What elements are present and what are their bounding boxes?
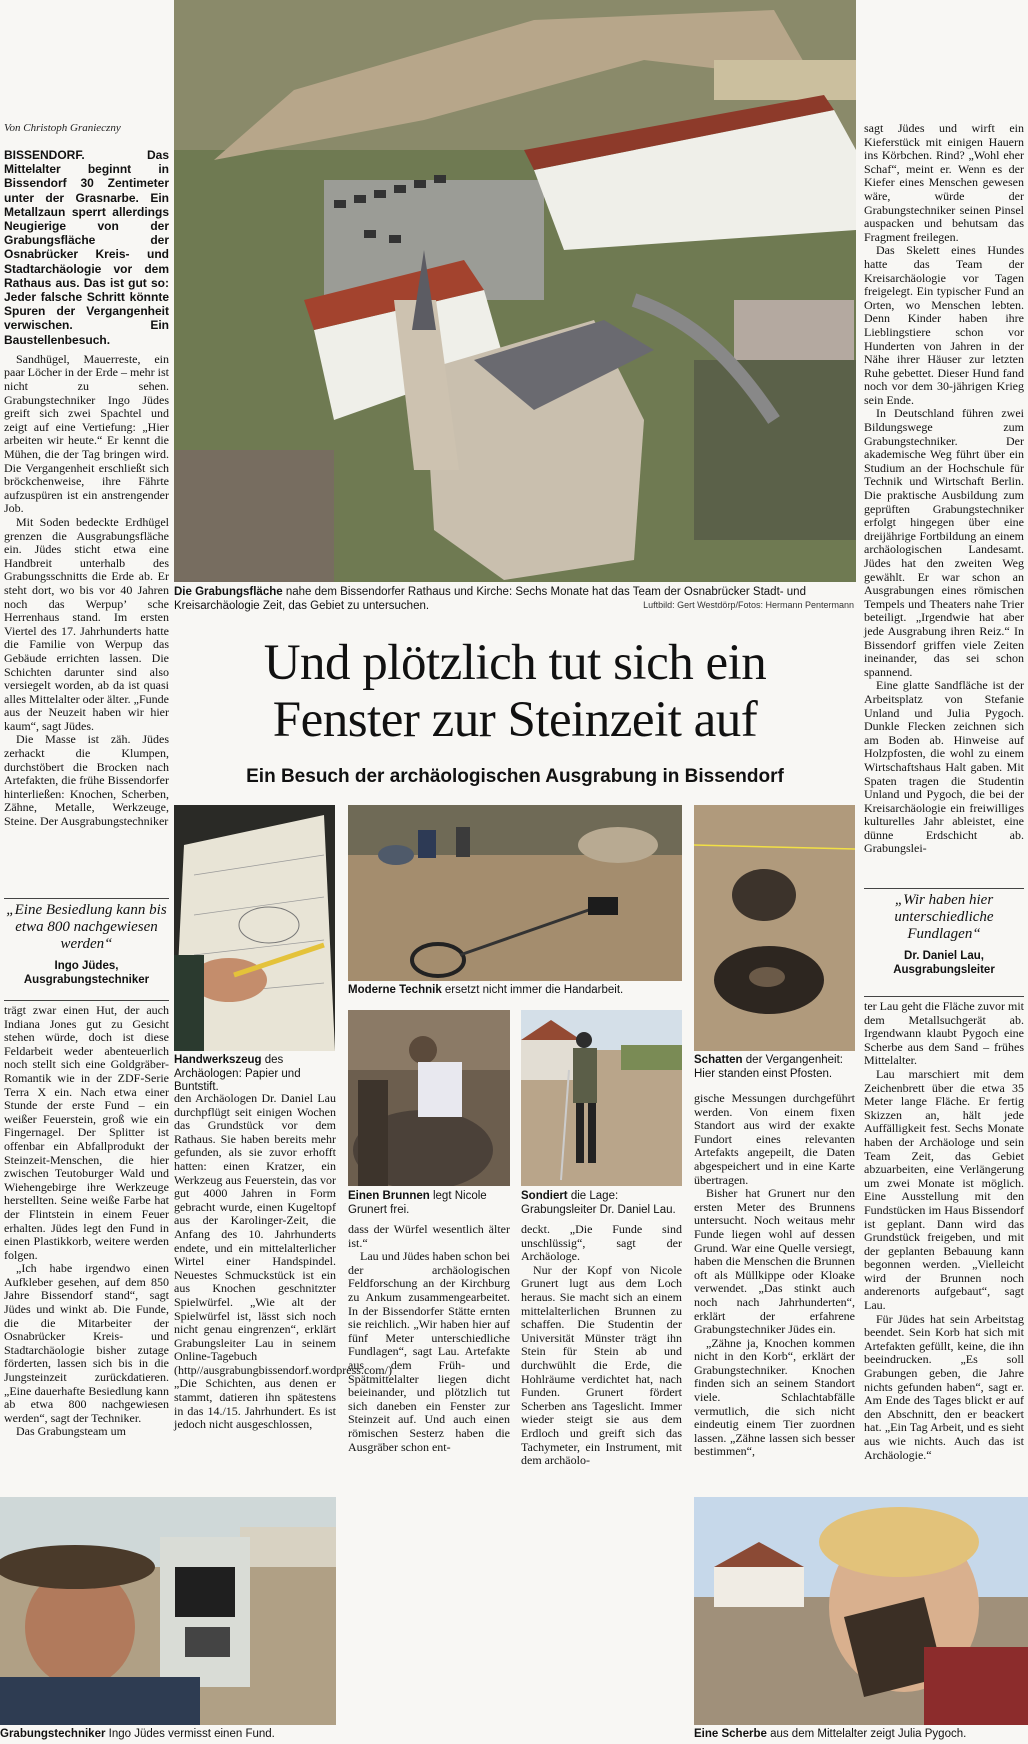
paragraph: deckt. „Die Funde sind unschlüssig“, sagt der Archäologe. xyxy=(521,1222,682,1264)
aerial-photo xyxy=(174,0,856,582)
pull-quote-2 xyxy=(864,892,1024,977)
article-column-3 xyxy=(348,1223,510,1454)
metal-detector-photo-image xyxy=(348,805,682,981)
caption-bold: Grabungstechniker xyxy=(0,1728,106,1740)
paragraph: Bisher hat Grunert nur den ersten Meter des Brunnens untersucht. Noch weitaus mehr Funde liegen wohl auf dessen Grund. War eine Quelle versiegt, haben die Menschen die Brunnen oft als Müllkippe oder Kloake verwendet. „Das stinkt auch noch nach Jahrhunderten“, erklärt der erfahrene Grabungstechniker Jüdes ein. xyxy=(694,1186,855,1337)
quote-rule xyxy=(864,996,1024,997)
paragraph: In Deutschland führen zwei Bildungswege zum Grabungstechniker. Der akademische Weg führt über ein Studium an der Hochschule für Technik und Wirtschaft Berlin. Die praktische Ausbildung zum geprüften Grabungstechniker erfolgt hingegen über eine dreijährige Fortbildung an einem archäologischen Landesamt. Jüdes hat den zweiten Weg gewählt. Er war schon an Ausgrabungen eines römischen Tempels und Theaters nahe Trier beteiligt. „Irgendwie hat aber jede Ausgrabung ihren Reiz.“ In Bissendorf griffen viele Zeiten ineinander, das sei schon spannend. xyxy=(864,406,1024,679)
paragraph: Das Grabungsteam um xyxy=(16,1424,126,1439)
paragraph: gische Messungen durchgeführt werden. Von einem fixen Standort aus wird der exakte Fundort eines relevanten Artefakts angepeilt, die Daten abgespeichert und in eine Karte übertragen. xyxy=(694,1091,855,1187)
pull-quote-1 xyxy=(4,902,169,987)
caption-probe xyxy=(521,1190,682,1217)
paragraph: Lau und Jüdes haben schon bei der archäologischen Feldforschung an der Kirchburg zu Ankum zusammengearbeitet. In der Bissendorfer Stätte ernten sie reichlich. „Wir haben hier auf fünf Meter unterschiedliche Fundlagen“, sagt Lau. Artefakte aus dem Früh- und Spätmittelalter liegen dicht beieinander, und plötzlich tut sich daneben ein Fenster zur Steinzeit auf. Und auch einen römischen Sesterz haben die Ausgräber schon ent- xyxy=(348,1249,510,1454)
paragraph: sagt Jüdes und wirft ein Kieferstück mit einigen Hauern ins Körbchen. Rind? „Wohl eher Schaf“, meint er. Wenn es der Kiefer eines Menschen gewesen wäre, würde der Grabungstechniker seinen Pinsel auspacken und behutsam das Fragment freilegen. xyxy=(864,121,1024,244)
paragraph: „Ich habe irgendwo einen Aufkleber gesehen, auf dem 850 Jahre Bissendorf stand“, sagt Jüdes und winkt ab. Die Funde, die die Mitarbeiter der Osnabrücker Kreis- und Stadtarchäologie bisher zutage förderten, lassen sich bis in die Jungsteinzeit zurückdatieren. „Eine dauerhafte Besiedlung kann ab etwa 800 nachgewiesen werden“, sagt der Techniker. xyxy=(4,1261,169,1425)
pull-quote-text: „Eine Besiedlung kann bis etwa 800 nachgewiesen werden“ xyxy=(6,902,167,952)
tools-photo-image xyxy=(174,805,335,1051)
probe-photo xyxy=(521,1010,682,1186)
paragraph: Eine glatte Sandfläche ist der Arbeitsplatz von Stefanie Unland und Julia Pygoch. Dunkle Flecken zeichnen sich am Boden ab. Hinweise auf Holzpfosten, die wohl zu einem Wirtschaftshaus Halt gaben. Mit Spaten tragen die Studentin Unland und Pygoch, die bei der Kreisarchäologie ein freiwilliges kulturelles Jahr ableistet, eine dünne Erdschicht ab. Grabungslei- xyxy=(864,678,1024,856)
quote-rule xyxy=(4,1000,169,1001)
paragraph: dass der Würfel wesentlich älter ist.“ xyxy=(348,1222,510,1250)
paragraph: Die Masse ist zäh. Jüdes zerhackt die Klumpen, durchstöbert die Brocken nach Artefakten, die frühe Bissendorfer hinterließen: Knochen, Scherben, Zähne, Metalle, Werkzeuge, Steine. Der Ausgrabungstechniker xyxy=(4,732,169,829)
headline-line-2: Fenster zur Steinzeit auf xyxy=(272,692,758,748)
caption-text: aus dem Mittelalter zeigt Julia Pygoch. xyxy=(766,1728,967,1740)
paragraph: den Archäologen Dr. Daniel Lau durchpflügt seit einigen Wochen das Grundstück vor dem Rathaus. Sie haben bereits mehr gefunden, als sie zuvor erhofft hatten: einen Kratzer, ein Werkzeug aus Feuerstein, das vor gut 4000 Jahren in Form gebracht wurde, einen Kugeltopf aus der Karolinger-Zeit, die Anfang des 10. Jahrhunderts endete, und ein mittelalterlicher Wirtel einer Handspindel. Neuestes Schmuckstück ist ein aus Knochen geschnitzter Spielwürfel. „Wie alt der Spielwürfel ist, lässt sich noch nicht genau eingrenzen“, erklärt Grabungsleiter Lau in seinem Online-Tagebuch (http//ausgrabungbissendorf.wordpress.com/) „Die Schichten, aus denen er stammt, datieren ihn spätestens in das 14./15. Jahrhundert. Es ist jedoch nicht ausgeschlossen, xyxy=(174,1091,392,1432)
lead-paragraph: BISSENDORF. Das Mittelalter beginnt in Bissendorf 30 Zentimeter unter der Grasnarbe. Ein Metallzaun sperrt allerdings Neugierige von der Grabungsfläche der Osnabrücker Kreis- und Stadtarchäologie vor dem Rathaus aus. Das ist gut so: Jeder falsche Schritt könnte Spuren der Vergangenheit verwischen. Ein Baustellenbesuch. xyxy=(4,148,169,347)
well-photo-image xyxy=(348,1010,510,1186)
article-column-5 xyxy=(694,1092,855,1459)
paragraph: Lau marschiert mit dem Zeichenbrett über die etwa 35 Meter lange Fläche. Er fertig Skizzen an, hält jede Auffälligkeit fest. Sechs Monate haben der Archäologe und sein Team Zeit, das Gebiet abzuarbeiten, eine Verlängerung um zwei Monate ist möglich. Eine Ausstellung mit den Fundstücken im Haus Bissendorf ist geplant. Dann wird das Grundstück freigeben, und mit der geplanten Bebauung kann begonnen werden. „Vielleicht wird der Brunnen noch anderenorts aufgebaut“, sagt Lau. xyxy=(864,1066,1024,1313)
metal-detector-photo xyxy=(348,805,682,981)
technician-photo-image xyxy=(0,1497,336,1725)
tools-photo xyxy=(174,805,335,1051)
article-column-6-bottom xyxy=(864,1000,1024,1462)
pull-quote-text: „Wir haben hier unterschiedliche Fundlagen“ xyxy=(894,892,994,942)
caption-text: nahe dem Bissendorfer Rathaus und Kirche: Sechs Monate hat das Team der Osnabrücker Stadt- und Kreisarchäologie Zeit, das Gebiet zu untersuchen. xyxy=(174,586,806,612)
caption-bold: Moderne Technik xyxy=(348,984,442,996)
caption-text: die Lage: Grabungsleiter Dr. Daniel Lau. xyxy=(521,1190,676,1216)
paragraph: trägt zwar einen Hut, der auch Indiana Jones gut zu Gesicht stehen würde, doch ist diese Feldarbeit weder abenteuerlich noch stellt sich eine Goldgräber-Romantik wie in der ZDF-Serie Terra X ein. Nach etwa einer Stunde der erste Fund – ein weißer Feuerstein, groß wie ein Fingernagel. Der Splitter ist offenbar ein Abfallprodukt der Steinzeit-Menschen, die hier zwischen Teutoburger Wald und Wiehengebirge ihre Werkzeuge herstellten. Seine weiße Farbe hat der Flintstein in einem Feuer erhalten. Jüdes legt den Fund in einen Plastikkorb, weitere werden folgen. xyxy=(4,1003,169,1262)
subheadline: Ein Besuch der archäologischen Ausgrabung in Bissendorf xyxy=(246,766,784,787)
well-photo xyxy=(348,1010,510,1186)
quote-rule xyxy=(4,898,169,899)
pull-quote-attribution: Dr. Daniel Lau, Ausgrabungsleiter xyxy=(893,950,995,976)
photo-credit: Luftbild: Gert Westdörp/Fotos: Hermann Pentermann xyxy=(643,600,854,610)
caption-shard xyxy=(694,1728,1028,1742)
shadows-photo-image xyxy=(694,805,855,1051)
caption-well xyxy=(348,1190,510,1217)
paragraph: Für Jüdes hat sein Arbeitstag beendet. Sein Korb hat sich mit Artefakten gefüllt, keine, die ihn beeindrucken. „Es soll Grabungen geben, die Jahre nichts gefunden haben“, sagt er. Am Ende des Tages blickt er auf den Abschnitt, den er beackert hat. „Ein Tag Arbeit, und es sieht aus wie nichts. Auch das ist Archäologie.“ xyxy=(864,1311,1024,1462)
article-column-1-bottom xyxy=(4,1004,169,1439)
aerial-photo-image xyxy=(174,0,856,582)
caption-tech xyxy=(348,984,682,998)
technician-photo xyxy=(0,1497,336,1725)
shadows-photo xyxy=(694,805,855,1051)
paragraph: Nur der Kopf von Nicole Grunert lugt aus dem Loch heraus. Sie macht sich an einem mittelalterlichen Brunnen zu schaffen. Die Studentin der Universität Münster trägt ihn Stein für Stein ab und durchwühlt die Erde, die Hohlräume verdichtet hat, nach Funden. Grunert fördert Scherben ans Tageslicht. Immer wieder steigt sie aus dem Erdloch und greift sich das Tachymeter, ein Instrument, mit dem archäolo- xyxy=(521,1262,682,1468)
shard-photo-image xyxy=(694,1497,1028,1725)
caption-text: Ingo Jüdes vermisst einen Fund. xyxy=(105,1728,275,1740)
probe-photo-image xyxy=(521,1010,682,1186)
quote-rule xyxy=(864,888,1024,889)
paragraph: ter Lau geht die Fläche zuvor mit dem Metallsuchgerät ab. Irgendwann klaubt Pygoch eine Scherbe aus dem Sand – frühes Mittelalter. xyxy=(864,999,1024,1068)
caption-text: legt Nicole Grunert frei. xyxy=(348,1190,487,1216)
pull-quote-attribution: Ingo Jüdes, Ausgrabungstechniker xyxy=(23,960,150,986)
headline-line-1: Und plötzlich tut sich ein xyxy=(263,635,767,691)
article-column-4 xyxy=(521,1223,682,1468)
caption-bold: Sondiert xyxy=(521,1190,568,1202)
caption-text: der Vergangenheit: Hier standen einst Pfosten. xyxy=(694,1054,843,1080)
caption-bold: Schatten xyxy=(694,1054,743,1066)
caption-bold: Handwerkszeug xyxy=(174,1054,262,1066)
caption-text: ersetzt nicht immer die Handarbeit. xyxy=(441,984,624,996)
caption-text: des Archäologen: Papier und Buntstift. xyxy=(174,1054,301,1093)
paragraph: „Zähne ja, Knochen kommen nicht in den Korb“, erklärt der Grabungstechniker. Knochen finden sich an seinem Standort viele. Schlachtabfälle vermutlich, die sich nicht eindeutig einem Tier zuordnen lassen. „Zähne lassen sich besser bestimmen“, xyxy=(694,1335,855,1459)
caption-technician xyxy=(0,1728,336,1742)
paragraph: Sandhügel, Mauerreste, ein paar Löcher in der Erde – mehr ist nicht zu sehen. Grabungstechniker Ingo Jüdes greift sich zwei Spachtel und zeigt auf eine Vertiefung: „Hier arbeiten wir heute.“ Er kennt die Mühen, die der Tag bringen wird. Die Vergangenheit erschließt sich bröckchenweise, ihre Fährte aufzuspüren ist ein anstrengender Job. xyxy=(4,351,169,516)
paragraph: Mit Soden bedeckte Erdhügel grenzen die Ausgrabungsfläche ein. Jüdes sticht etwa eine Handbreit unterhalb des Grabungsschnitts die Erde ab. Er steht dort, wo bis vor 40 Jahren noch das Werpup’ sche Herrenhaus stand. Im ersten Viertel des 17. Jahrhunderts hatte die Familie von Werpup das Gebäude errichten lassen. Die Schichten darunter sind also versiegelt worden, ab da ist quasi alles Mittelalter oder älter. „Funde aus der Neuzeit haben wir hier kaum“, sagt Jüdes. xyxy=(4,514,169,733)
caption-bold: Eine Scherbe xyxy=(694,1728,767,1740)
author-byline: Von Christoph Granieczny xyxy=(4,122,121,134)
shard-photo xyxy=(694,1497,1028,1725)
article-column-6-top xyxy=(864,122,1024,856)
caption-tools xyxy=(174,1054,337,1095)
caption-shadow xyxy=(694,1054,855,1081)
headline xyxy=(174,635,856,749)
article-column-1-top xyxy=(4,148,169,829)
paragraph: Das Skelett eines Hundes hatte das Team der Kreisarchäologie vor Tagen freigelegt. Ein typischer Fund an Orten, wo Menschen lebten. Denn Kinder haben ihre Lieblingstiere schon vor Hunderten von Jahren in der Nähe ihrer Häuser zur letzten Ruhe gebettet. Dieser Hund fand noch vor dem 30-jährigen Krieg sein Ende. xyxy=(864,243,1024,407)
caption-bold: Einen Brunnen xyxy=(348,1190,430,1202)
caption-bold: Die Grabungsfläche xyxy=(174,586,283,598)
